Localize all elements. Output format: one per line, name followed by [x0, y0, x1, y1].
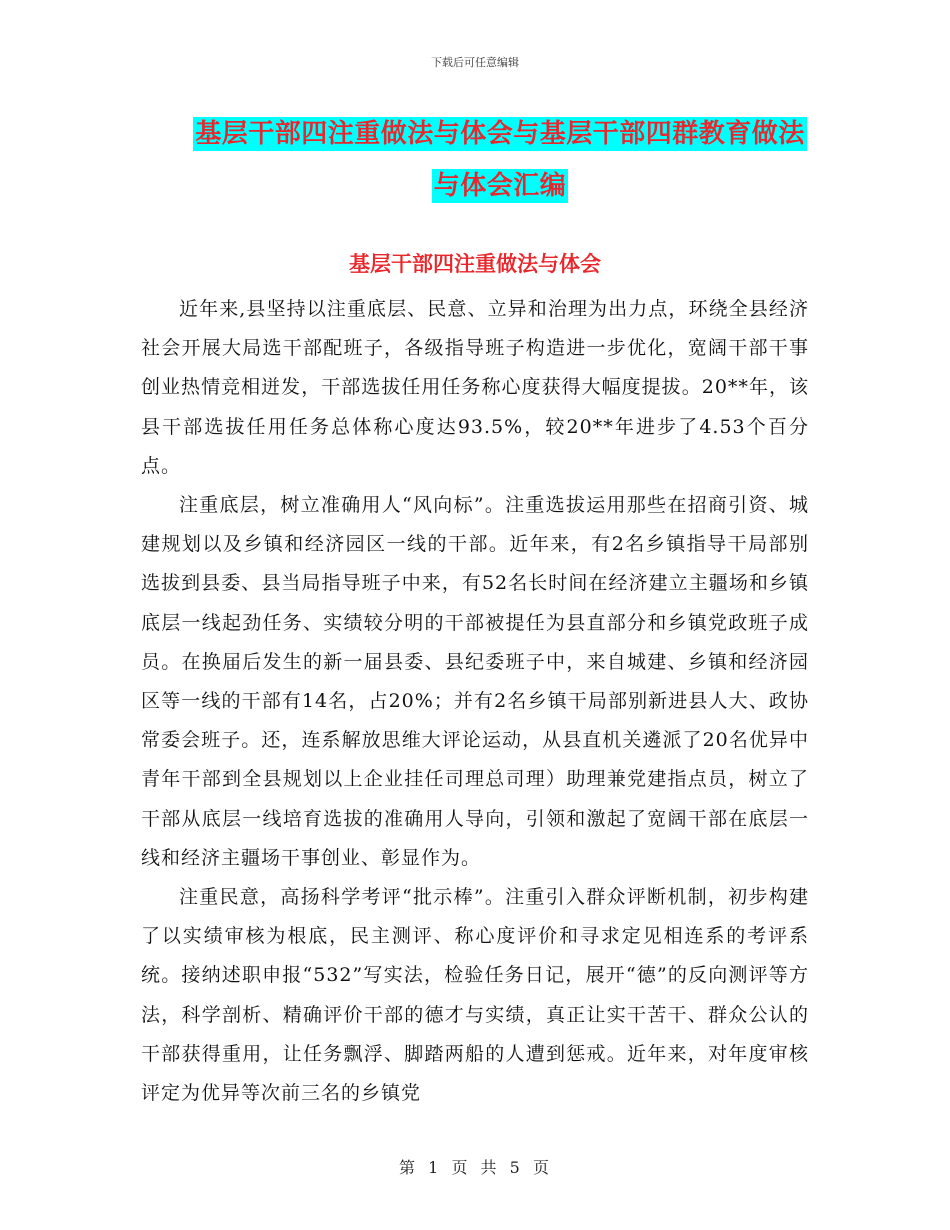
header-note: 下载后可任意编辑: [431, 56, 519, 69]
footer-page-unit: 页: [451, 1158, 470, 1177]
document-title-line-1: 基层干部四注重做法与体会与基层干部四群教育做法: [195, 119, 805, 149]
document-title-line-2: 与体会汇编: [433, 171, 567, 201]
section-title: 基层干部四注重做法与体会: [349, 252, 601, 276]
paragraph-3: 注重民意，高扬科学考评“批示棒”。注重引入群众评断机制，初步构建了以实绩审核为根底，民主测评、称心度评价和寻求定见相连系的考评系统。接纳述职申报“532”写实法，检验任务日记，展开“德”的反向测评等方法，科学剖析、精确评价干部的德才与实绩，真正让实干苦干、群众公认的干部获得重用，让任务飘浮、脚踏两船的人遭到惩戒。近年来，对年度审核评定为优异等次前三名的乡镇党: [141, 886, 809, 1105]
paragraph-2: 注重底层，树立准确用人“风向标”。注重选拔运用那些在招商引资、城建规划以及乡镇和经济园区一线的干部。近年来，有2名乡镇指导干局部别选拔到县委、县当局指导班子中来，有52名长时间在经济建立主疆场和乡镇底层一线起劲任务、实绩较分明的干部被提任为县直部分和乡镇党政班子成员。在换届后发生的新一届县委、县纪委班子中，来自城建、乡镇和经济园区等一线的干部有14名，占20%；并有2名乡镇干局部别新进县人大、政协常委会班子。还，连系解放思维大评论运动，从县直机关遴派了20名优异中青年干部到全县规划以上企业挂任司理总司理）助理兼党建指点员，树立了干部从底层一线培育选拔的准确用人导向，引领和激起了宽阔干部在底层一线和经济主疆场干事创业、彰显作为。: [141, 494, 809, 869]
footer-total-word: 共: [480, 1158, 499, 1177]
page-footer: [0, 1155, 950, 1178]
footer-page-current: 1: [428, 1158, 441, 1177]
footer-total-unit: 页: [532, 1158, 551, 1177]
footer-page-word: 第: [399, 1158, 418, 1177]
document-title: [180, 108, 820, 212]
paragraph-1: 近年来,县坚持以注重底层、民意、立异和治理为出力点，环绕全县经济社会开展大局选干部配班子，各级指导班子构造进一步优化，宽阔干部干事创业热情竞相迸发，干部选拔任用任务称心度获得大幅度提拔。20**年，该县干部选拔任用任务总体称心度达93.5%，较20**年进步了4.53个百分点。: [141, 298, 809, 477]
body-text: [141, 290, 809, 1113]
footer-page-total: 5: [509, 1158, 522, 1177]
